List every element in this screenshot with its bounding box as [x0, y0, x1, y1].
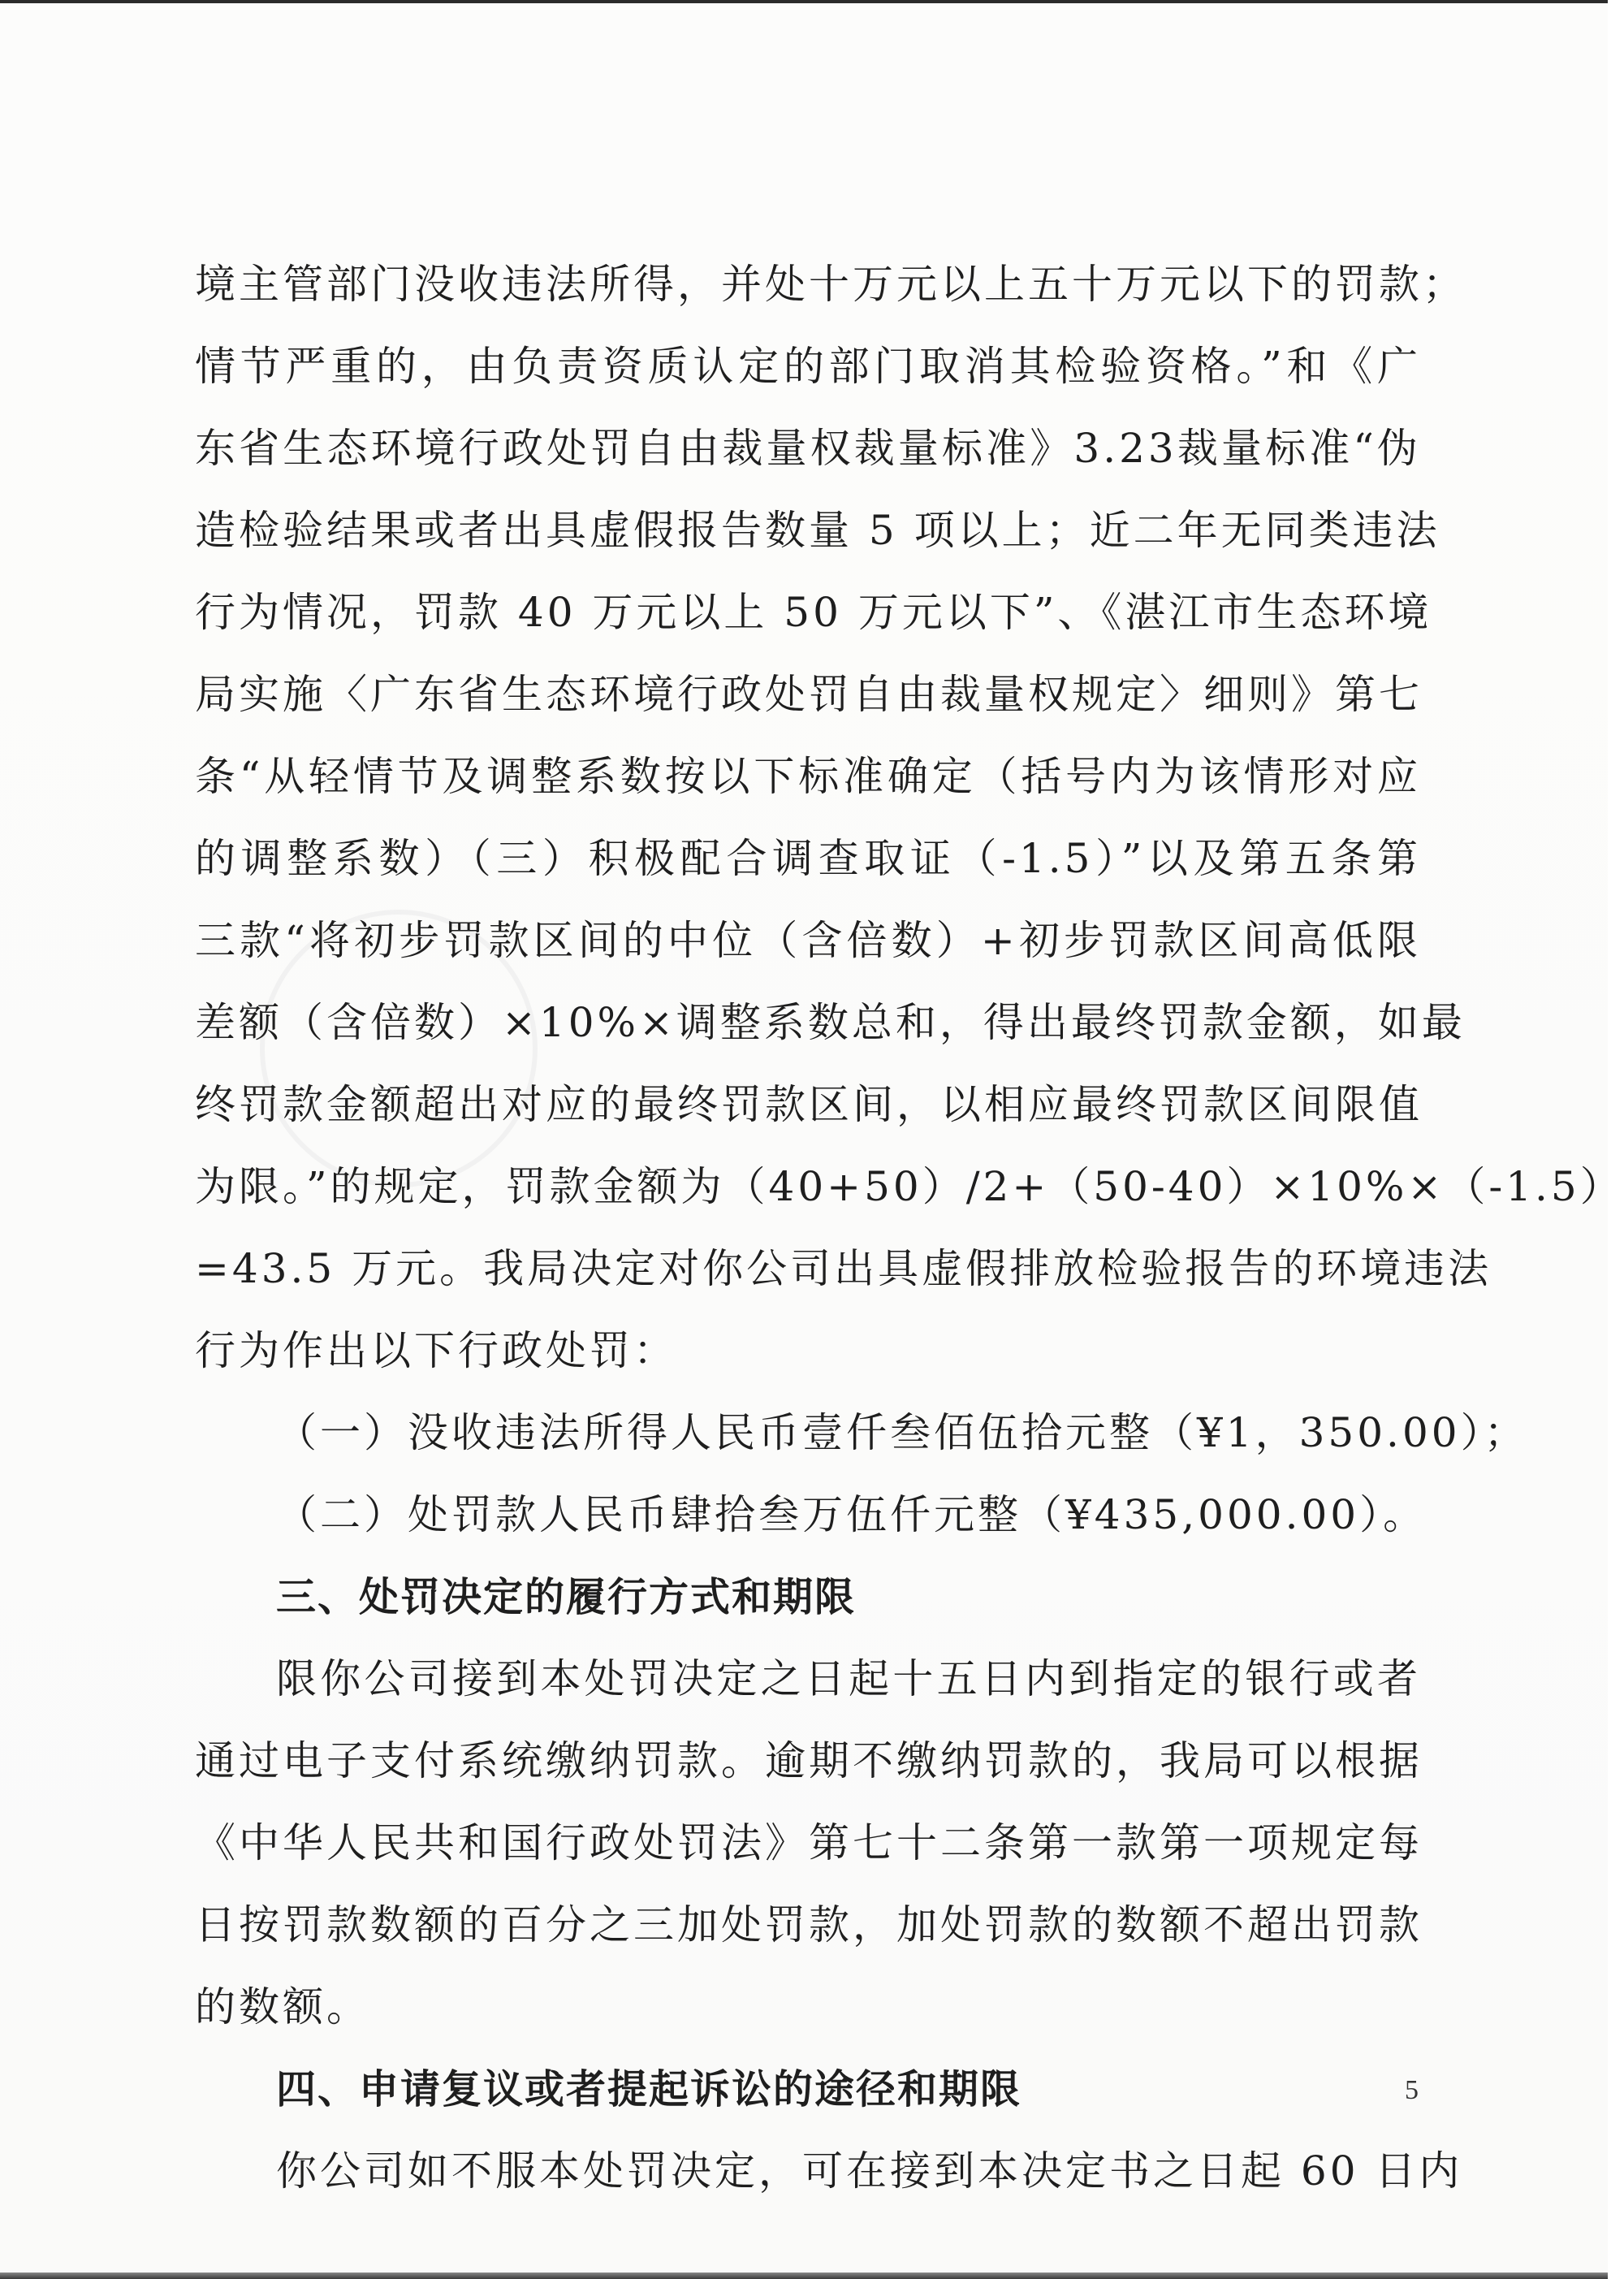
body-line: 造检验结果或者出具虚假报告数量 5 项以上；近二年无同类违法	[195, 507, 1440, 554]
section-heading-4: 四、申请复议或者提起诉讼的途径和期限	[276, 2066, 1022, 2113]
body-line: 三款“将初步罚款区间的中位（含倍数）+初步罚款区间高低限	[195, 917, 1421, 964]
body-line: 行为作出以下行政处罚：	[195, 1327, 677, 1374]
penalty-item-2: （二）处罚款人民币肆拾叁万伍仟元整（¥435,000.00）。	[276, 1491, 1427, 1538]
body-line: 日按罚款数额的百分之三加处罚款，加处罚款的数额不超出罚款	[195, 1901, 1423, 1948]
body-line: 情节严重的，由负责资质认定的部门取消其检验资格。”和《广	[195, 343, 1421, 390]
body-line: 的调整系数）（三）积极配合调查取证（-1.5）”以及第五条第	[195, 835, 1421, 882]
body-line: 条“从轻情节及调整系数按以下标准确定（括号内为该情形对应	[195, 753, 1421, 800]
body-line: 境主管部门没收违法所得，并处十万元以上五十万元以下的罚款；	[195, 261, 1466, 308]
body-line: 差额（含倍数）×10%×调整系数总和，得出最终罚款金额，如最	[195, 999, 1466, 1046]
body-line: 东省生态环境行政处罚自由裁量权裁量标准》3.23裁量标准“伪	[195, 425, 1421, 472]
body-line: 通过电子支付系统缴纳罚款。逾期不缴纳罚款的，我局可以根据	[195, 1737, 1423, 1784]
body-line: 行为情况，罚款 40 万元以上 50 万元以下”、《湛江市生态环境	[195, 589, 1432, 636]
body-line: 限你公司接到本处罚决定之日起十五日内到指定的银行或者	[276, 1655, 1421, 1702]
document-body	[195, 244, 1624, 2212]
section-heading-3: 三、处罚决定的履行方式和期限	[276, 1574, 857, 1620]
page-number: 5	[1405, 2075, 1419, 2105]
penalty-item-1: （一）没收违法所得人民币壹仟叁佰伍拾元整（¥1，350.00）；	[276, 1409, 1528, 1456]
scan-bottom-edge	[0, 2273, 1608, 2279]
body-line: =43.5 万元。我局决定对你公司出具虚假排放检验报告的环境违法	[195, 1245, 1492, 1292]
body-line: 为限。”的规定，罚款金额为（40+50）/2+（50-40）×10%×（-1.5）	[195, 1163, 1624, 1210]
body-line: 你公司如不服本处罚决定，可在接到本决定书之日起 60 日内	[276, 2147, 1463, 2195]
body-line: 局实施〈广东省生态环境行政处罚自由裁量权规定〉细则》第七	[195, 671, 1423, 718]
scan-top-edge	[0, 0, 1608, 3]
body-line: 《中华人民共和国行政处罚法》第七十二条第一款第一项规定每	[195, 1819, 1423, 1866]
body-line: 的数额。	[195, 1983, 370, 2030]
body-line: 终罚款金额超出对应的最终罚款区间，以相应最终罚款区间限值	[195, 1081, 1423, 1128]
